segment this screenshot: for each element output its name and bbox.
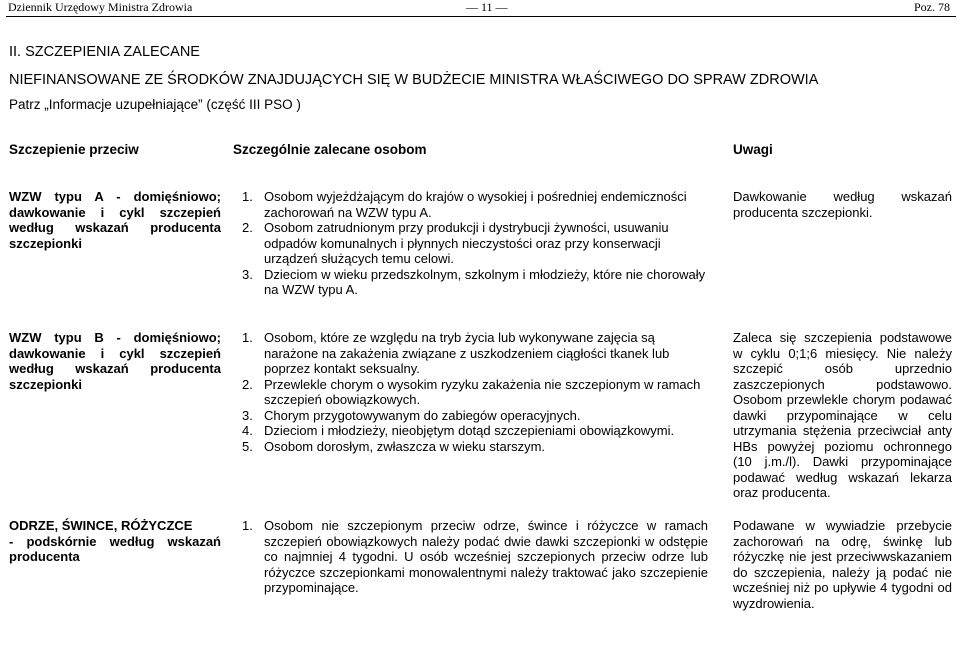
row-recommended-hepatitis-a [242, 189, 708, 298]
row-vaccine-hepatitis-b [9, 330, 221, 392]
list-item: 4. Dzieciom i młodzieży, nieobjętym dotąd szczepieniami obowiązkowymi. [242, 423, 675, 438]
row-remarks-hepatitis-b: Zaleca się szczepienia podstawowe w cyklu 0;1;6 miesięcy. Nie należy szczepić osób uprzednio zaszczepionych podstawowo. Osobom przewlekle chorym podawać dawki przypominające w celu utrzymania stężenia przeciwciał anty HBs powyżej poziomu ochronnego (10 j.m./l). Dawki przypominające podawać według wskazań lekarza oraz producenta. [733, 330, 952, 500]
reference-note: Patrz „Informacje uzupełniające” (część III PSO ) [9, 97, 301, 112]
journal-title: Dziennik Urzędowy Ministra Zdrowia [8, 0, 193, 14]
list-item: 2. Osobom zatrudnionym przy produkcji i dystrybucji żywności, usuwaniu odpadów komunalnych i płynnych nieczystości oraz przy konserwacji urządzeń służących temu celowi. [242, 220, 669, 266]
row-vaccine-mmr [9, 518, 221, 565]
row-recommended-mmr [242, 518, 708, 596]
list-item: 2. Przewlekle chorym o wysokim ryzyku zakażenia nie szczepionym w ramach szczepień obowiązkowych. [242, 376, 701, 407]
list-item: 3. Chorym przygotowywanym do zabiegów operacyjnych. [242, 407, 581, 423]
row-remarks-mmr: Podawane w wywiadzie przebycie zachorowań na odrę, świnkę lub różyczkę nie jest przeciwwskazaniem do szczepienia, należy ją podać nie wcześniej niż po upływie 4 tygodni od wyzdrowienia. [733, 518, 952, 611]
column-header-recommended: Szczególnie zalecane osobom [233, 142, 427, 157]
list-item: 1. Osobom nie szczepionym przeciw odrze, śwince i różyczce w ramach szczepień obowiązkowych należy podać dwie dawki szczepionki w odstępie co najmniej 4 tygodni. U osób wcześniej szczepionych przeciw odrze lub różyczce szczepionkami monowalentnymi należy traktować jako szczepienie przypominające. [242, 518, 708, 595]
vaccine-description: WZW typu A - domięśniowo; dawkowanie i cykl szczepień według wskazań producenta szczepionki [9, 189, 221, 251]
vaccine-description: - podskórnie według wskazań producenta [9, 533, 221, 564]
page-header [6, 0, 956, 17]
list-item: 3. Dzieciom w wieku przedszkolnym, szkolnym i młodzieży, które nie chorowały na WZW typu A. [242, 266, 706, 297]
section-title: II. SZCZEPIENIA ZALECANE [9, 44, 200, 60]
list-item: 5. Osobom dorosłym, zwłaszcza w wieku starszym. [242, 438, 546, 454]
row-recommended-hepatitis-b [242, 330, 708, 454]
page-number: — 11 — [466, 0, 508, 14]
column-header-remarks: Uwagi [733, 142, 773, 157]
list-item: 1. Osobom, które ze względu na tryb życia lub wykonywane zajęcia są narażone na zakażenia związane z uszkodzeniem ciągłości tkanek lub poprzez kontakt seksualny. [242, 330, 670, 376]
list-item: 1. Osobom wyjeżdżającym do krajów o wysokiej i pośredniej endemiczności zachorowań na WZW typu A. [242, 189, 687, 220]
position-number: Poz. 78 [914, 0, 950, 14]
row-vaccine-hepatitis-a [9, 189, 221, 251]
section-subtitle: NIEFINANSOWANE ZE ŚRODKÓW ZNAJDUJĄCYCH SIĘ W BUDŻECIE MINISTRA WŁAŚCIWEGO DO SPRAW ZDROWIA [9, 72, 819, 88]
vaccine-title: ODRZE, ŚWINCE, RÓŻYCZCE [9, 518, 193, 533]
column-header-vaccine: Szczepienie przeciw [9, 142, 139, 157]
row-remarks-hepatitis-a: Dawkowanie według wskazań producenta szczepionki. [733, 189, 952, 220]
vaccine-description: WZW typu B - domięśniowo; dawkowanie i cykl szczepień według wskazań producenta szczepionki [9, 330, 221, 392]
